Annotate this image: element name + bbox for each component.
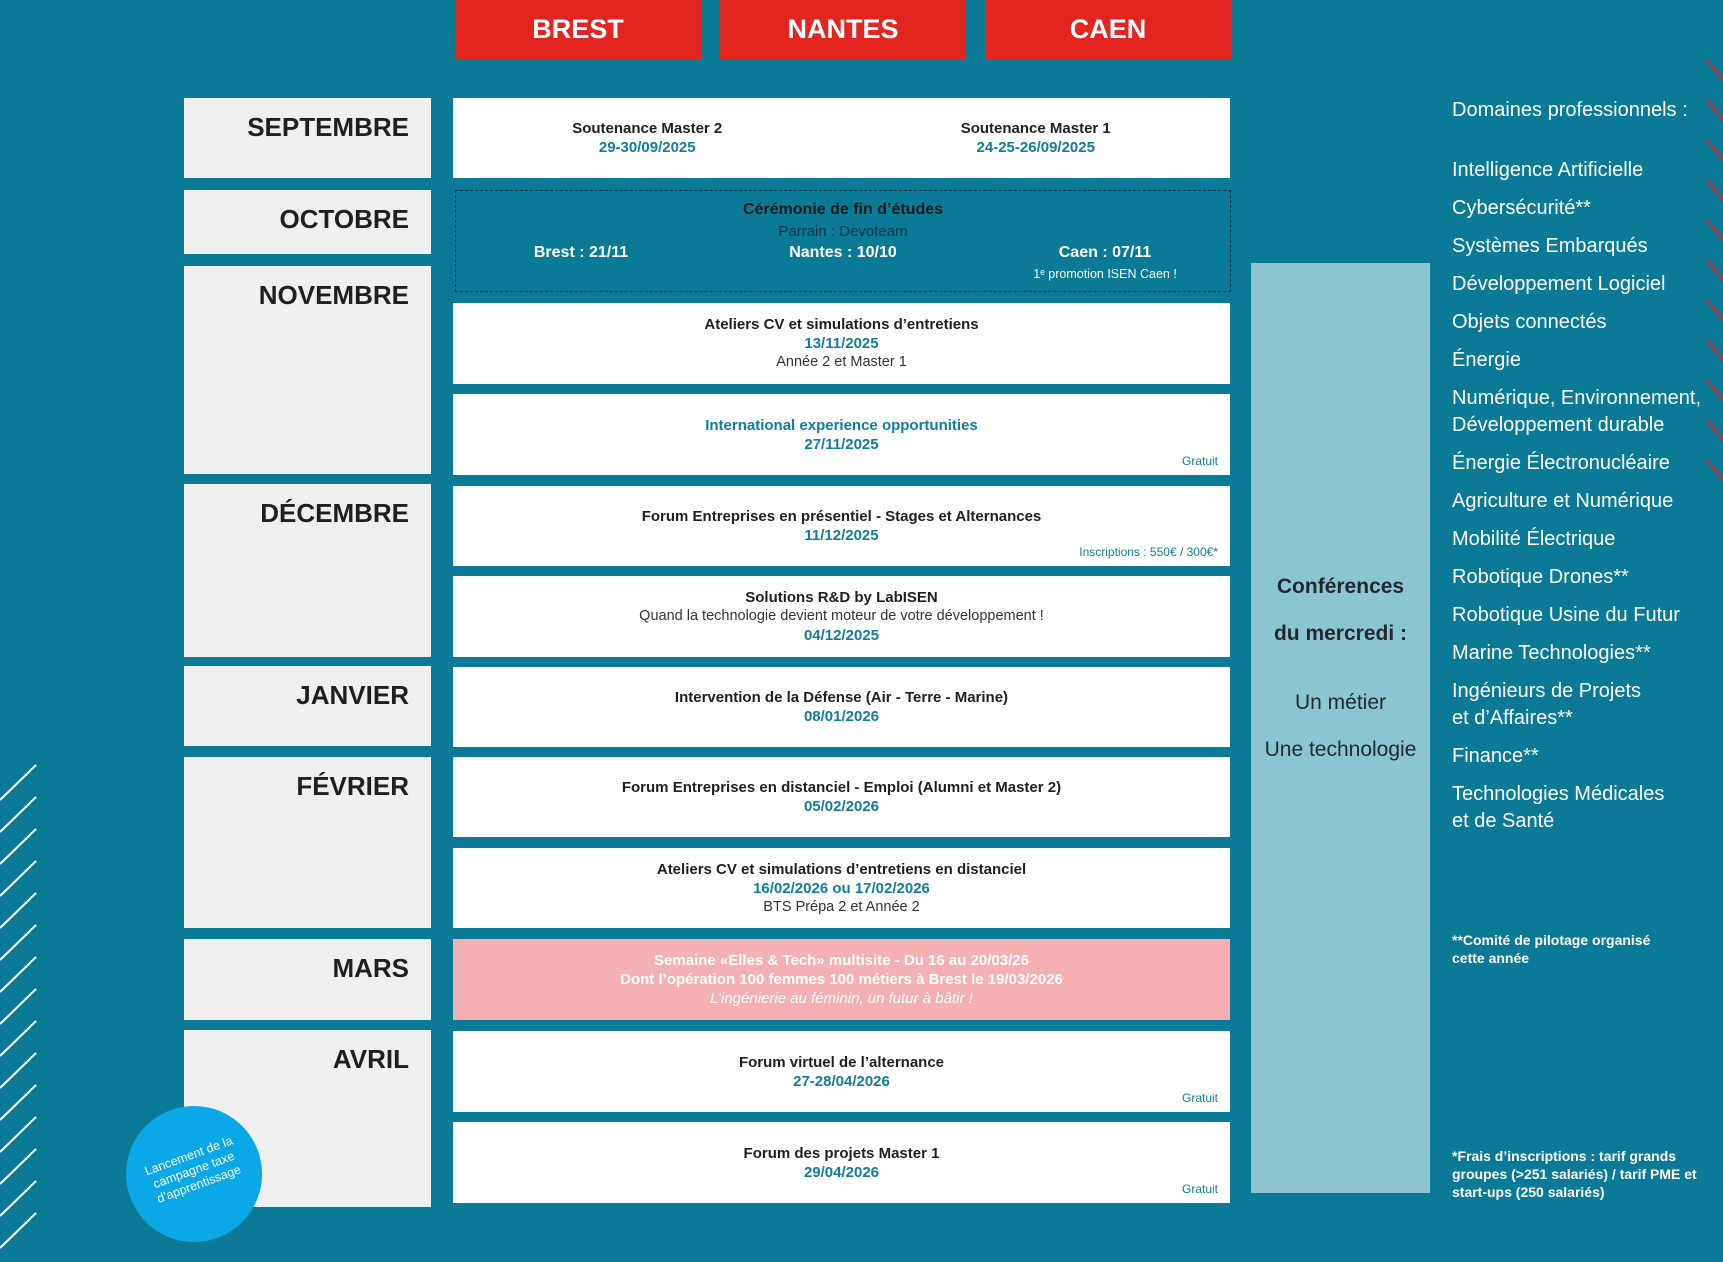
event-date: 11/12/2025 [804, 527, 879, 544]
event-date: 27-28/04/2026 [793, 1072, 890, 1090]
domain-item: Développement Logiciel [1452, 273, 1666, 295]
event-date: 04/12/2025 [803, 627, 880, 644]
event-defense [453, 667, 1230, 747]
taxe-apprentissage-badge [126, 1106, 262, 1242]
footnote-frais: *Frais d’inscriptions : tarif grands groupes (>251 salariés) / tarif PME et start-ups (250 salariés) [1452, 1148, 1697, 1200]
event-soutenance-m2 [572, 119, 722, 157]
event-projets-m1 [453, 1122, 1230, 1203]
event-title: Forum des projets Master 1 [743, 1144, 940, 1162]
domain-item: Cybersécurité** [1452, 197, 1591, 219]
event-date: 24-25-26/09/2025 [976, 139, 1095, 156]
event-title: Intervention de la Défense (Air - Terre - Marine) [674, 689, 1009, 706]
domain-item: Systèmes Embarqués [1452, 235, 1648, 257]
event-date: 27/11/2025 [804, 435, 879, 453]
domain-item: Énergie Électronucléaire [1452, 452, 1670, 474]
event-date: 16/02/2026 ou 17/02/2026 [753, 879, 930, 897]
event-ateliers-cv [453, 303, 1230, 384]
event-date: 13/11/2025 [804, 335, 879, 352]
event-title: Semaine «Elles & Tech» multisite - Du 16 au 20/03/26 [654, 952, 1029, 969]
domain-item: Robotique Usine du Futur [1452, 604, 1680, 626]
city-header-brest: BREST [455, 0, 701, 59]
event-forum-presentiel [453, 486, 1230, 566]
domain-item: Numérique, Environnement, Développement durable [1452, 387, 1702, 436]
event-title: Ateliers CV et simulations d’entretiens [704, 316, 979, 333]
event-title: Cérémonie de fin d’études [742, 201, 944, 218]
month-octobre: OCTOBRE [184, 190, 431, 254]
conferences-line-3: Un métier [1294, 691, 1387, 714]
month-decembre: DÉCEMBRE [184, 484, 431, 657]
event-soutenances [453, 98, 1230, 178]
domain-item: Ingénieurs de Projets et d’Affaires** [1452, 680, 1642, 729]
event-audience: BTS Prépa 2 et Année 2 [763, 898, 920, 915]
domains-heading: Domaines professionnels : [1452, 99, 1688, 121]
event-title: International experience opportunities [705, 416, 978, 434]
month-avril: AVRIL [184, 1030, 431, 1207]
conferences-panel [1251, 263, 1430, 1193]
event-audience: Année 2 et Master 1 [776, 354, 907, 370]
event-tagline: L’ingénierie au féminin, un futur à bâtir ! [710, 990, 973, 1007]
event-forum-alternance [453, 1031, 1230, 1112]
event-price-note: Gratuit [1181, 1182, 1218, 1196]
event-ateliers-distanciel [453, 848, 1230, 928]
domain-item: Robotique Drones** [1452, 566, 1629, 588]
domain-item: Technologies Médicales et de Santé [1452, 783, 1665, 832]
domain-item: Marine Technologies** [1452, 642, 1651, 664]
event-ceremonie-caen-note: 1ᵉ promotion ISEN Caen ! [1033, 267, 1177, 281]
event-ceremonie-brest: Brest : 21/11 [533, 244, 629, 261]
month-janvier: JANVIER [184, 666, 431, 746]
domain-item: Objets connectés [1452, 311, 1607, 333]
event-ceremonie-nantes: Nantes : 10/10 [789, 244, 897, 261]
domain-item: Mobilité Électrique [1452, 528, 1616, 550]
conferences-title-1: Conférences [1276, 575, 1405, 598]
conferences-line-4: Une technologie [1264, 738, 1417, 761]
event-ceremonie-caen: Caen : 07/11 [1058, 244, 1152, 261]
event-date: 29-30/09/2025 [598, 139, 696, 156]
city-header-caen: CAEN [985, 0, 1231, 59]
event-elles-tech [453, 939, 1230, 1020]
domain-item: Agriculture et Numérique [1452, 490, 1674, 512]
event-title: Forum virtuel de l’alternance [738, 1053, 945, 1071]
month-fevrier: FÉVRIER [184, 757, 431, 928]
month-septembre: SEPTEMBRE [184, 98, 431, 178]
event-subtitle: Quand la technologie devient moteur de votre développement ! [639, 608, 1044, 624]
event-price-note: Gratuit [1181, 1091, 1218, 1105]
event-ceremonie [455, 190, 1231, 292]
event-date: 08/01/2026 [803, 708, 880, 725]
badge-text: Lancement de la campagne taxe d’apprentissage [142, 1133, 243, 1206]
event-title: Forum Entreprises en présentiel - Stages et Alternances [641, 508, 1042, 525]
domain-item: Finance** [1452, 745, 1539, 767]
event-forum-distanciel [453, 757, 1230, 837]
event-sponsor: Parrain : Devoteam [778, 223, 908, 240]
event-title: Forum Entreprises en distanciel - Emploi (Alumni et Master 2) [621, 779, 1062, 796]
event-soutenance-m1 [961, 119, 1111, 157]
event-date: 05/02/2026 [803, 798, 880, 815]
domain-item: Énergie [1452, 349, 1521, 371]
event-title: Soutenance Master 1 [960, 120, 1111, 137]
event-international [453, 394, 1230, 475]
decorative-stripes-left [0, 760, 40, 1260]
conferences-title-2: du mercredi : [1273, 622, 1408, 645]
event-price-note: Inscriptions : 550€ / 300€* [1079, 545, 1218, 559]
city-header-nantes: NANTES [720, 0, 966, 59]
month-novembre: NOVEMBRE [184, 266, 431, 474]
domain-item: Intelligence Artificielle [1452, 159, 1644, 181]
event-labisen [453, 576, 1230, 657]
event-subtitle: Dont l’opération 100 femmes 100 métiers à Brest le 19/03/2026 [620, 971, 1063, 988]
event-title: Soutenance Master 2 [572, 120, 723, 137]
event-price-note: Gratuit [1181, 454, 1218, 468]
domains-list [1452, 97, 1714, 846]
footnote-comite: **Comité de pilotage organisé cette année [1452, 932, 1651, 966]
event-date: 29/04/2026 [803, 1163, 880, 1181]
event-title: Ateliers CV et simulations d’entretiens en distanciel [656, 860, 1027, 878]
event-title: Solutions R&D by LabISEN [745, 589, 938, 606]
month-mars: MARS [184, 939, 431, 1020]
